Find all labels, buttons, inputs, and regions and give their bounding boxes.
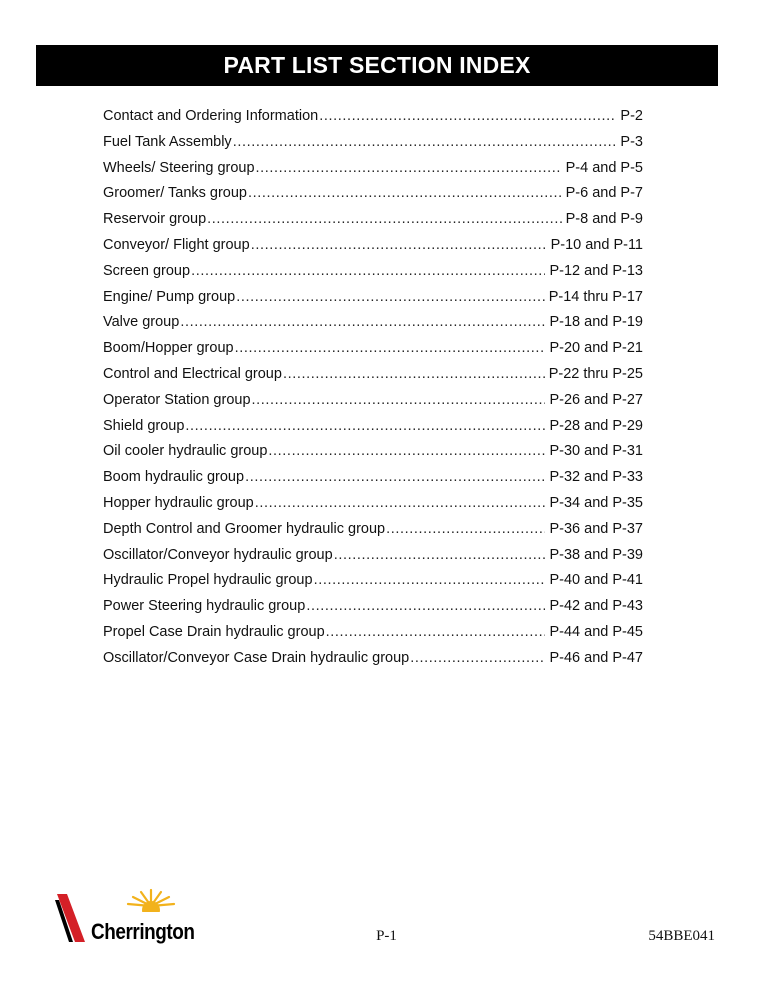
index-item-page: P-18 and P-19	[549, 314, 643, 331]
index-item-name: Reservoir group	[103, 211, 207, 228]
index-item-page: P-2	[620, 108, 643, 124]
index-item-page: P-32 and P-33	[549, 469, 643, 486]
index-item-page: P-38 and P-39	[549, 546, 643, 563]
index-row[interactable]	[103, 388, 643, 414]
index-row[interactable]	[103, 207, 643, 233]
index-item-name: Fuel Tank Assembly	[103, 133, 232, 150]
dot-leader	[180, 310, 545, 336]
dot-leader	[314, 568, 546, 594]
index-item-name: Wheels/ Steering group	[103, 159, 255, 176]
index-row[interactable]	[103, 233, 643, 259]
index-row[interactable]	[103, 594, 643, 620]
dot-leader	[248, 181, 562, 207]
index-row[interactable]	[103, 336, 643, 362]
index-row[interactable]	[103, 285, 643, 311]
dot-leader	[255, 491, 546, 517]
index-item-name: Propel Case Drain hydraulic group	[103, 623, 325, 640]
index-item-page: P-10 and P-11	[550, 236, 643, 253]
page-number: P-1	[376, 928, 397, 944]
index-item-name: Hopper hydraulic group	[103, 494, 254, 511]
section-index-list	[103, 104, 643, 672]
index-item-page: P-30 and P-31	[549, 443, 643, 460]
index-item-name: Engine/ Pump group	[103, 288, 236, 305]
title-bar	[36, 45, 718, 86]
index-item-page: P-3	[620, 133, 643, 150]
index-item-page: P-12 and P-13	[549, 262, 643, 279]
dot-leader	[235, 336, 546, 362]
index-item-page: P-44 and P-45	[549, 623, 643, 640]
dot-leader	[207, 207, 561, 233]
index-item-page: P-8 and P-9	[565, 211, 643, 228]
index-item-name: Conveyor/ Flight group	[103, 236, 250, 253]
index-row[interactable]	[103, 543, 643, 569]
index-item-name: Groomer/ Tanks group	[103, 185, 247, 202]
index-item-name: Shield group	[103, 417, 185, 434]
index-item-name: Oscillator/Conveyor Case Drain hydraulic group	[103, 649, 410, 666]
index-item-name: Control and Electrical group	[103, 365, 282, 382]
dot-leader	[334, 543, 546, 569]
index-item-page: P-4 and P-5	[565, 159, 643, 176]
index-row[interactable]	[103, 439, 643, 465]
dot-leader	[256, 156, 562, 182]
index-item-name: Power Steering hydraulic group	[103, 598, 306, 615]
index-item-name: Oscillator/Conveyor hydraulic group	[103, 546, 333, 563]
index-item-name: Screen group	[103, 262, 191, 279]
index-row[interactable]	[103, 568, 643, 594]
index-item-page: P-46 and P-47	[549, 649, 643, 666]
index-item-name: Oil cooler hydraulic group	[103, 443, 268, 460]
index-row[interactable]	[103, 517, 643, 543]
index-row[interactable]	[103, 310, 643, 336]
index-item-name: Valve group	[103, 314, 180, 331]
index-item-name: Boom/Hopper group	[103, 340, 234, 357]
index-item-name: Operator Station group	[103, 391, 251, 408]
dot-leader	[410, 646, 545, 672]
dot-leader	[386, 517, 545, 543]
index-item-page: P-22 thru P-25	[548, 365, 643, 382]
index-row[interactable]	[103, 646, 643, 672]
index-row[interactable]	[103, 181, 643, 207]
index-item-page: P-36 and P-37	[549, 520, 643, 537]
dot-leader	[233, 130, 617, 156]
index-item-page: P-14 thru P-17	[548, 288, 643, 305]
index-item-name: Hydraulic Propel hydraulic group	[103, 572, 313, 589]
index-item-page: P-28 and P-29	[549, 417, 643, 434]
index-item-name: Boom hydraulic group	[103, 469, 245, 486]
dot-leader	[283, 362, 545, 388]
dot-leader	[236, 285, 544, 311]
index-row[interactable]	[103, 620, 643, 646]
dot-leader	[326, 620, 546, 646]
index-item-name: Depth Control and Groomer hydraulic group	[103, 520, 386, 537]
index-item-page: P-20 and P-21	[549, 340, 643, 357]
dot-leader	[268, 439, 545, 465]
index-row[interactable]	[103, 130, 643, 156]
dot-leader	[319, 104, 616, 130]
index-item-page: P-6 and P-7	[565, 185, 643, 202]
index-item-name: Contact and Ordering Information	[103, 108, 319, 124]
index-row[interactable]	[103, 414, 643, 440]
index-row[interactable]	[103, 491, 643, 517]
index-item-page: P-34 and P-35	[549, 494, 643, 511]
index-row[interactable]	[103, 259, 643, 285]
index-item-page: P-26 and P-27	[549, 391, 643, 408]
dot-leader	[252, 388, 546, 414]
dot-leader	[245, 465, 545, 491]
index-item-page: P-42 and P-43	[549, 598, 643, 615]
index-row[interactable]	[103, 362, 643, 388]
logo-wordmark: Cherrington	[91, 919, 195, 944]
index-item-page: P-40 and P-41	[549, 572, 643, 589]
dot-leader	[185, 414, 545, 440]
index-row[interactable]	[103, 156, 643, 182]
document-code: 54BBE041	[648, 928, 715, 944]
dot-leader	[306, 594, 545, 620]
index-row[interactable]	[103, 104, 643, 130]
index-row[interactable]	[103, 465, 643, 491]
page-title: PART LIST SECTION INDEX	[223, 52, 531, 78]
dot-leader	[251, 233, 547, 259]
dot-leader	[191, 259, 545, 285]
